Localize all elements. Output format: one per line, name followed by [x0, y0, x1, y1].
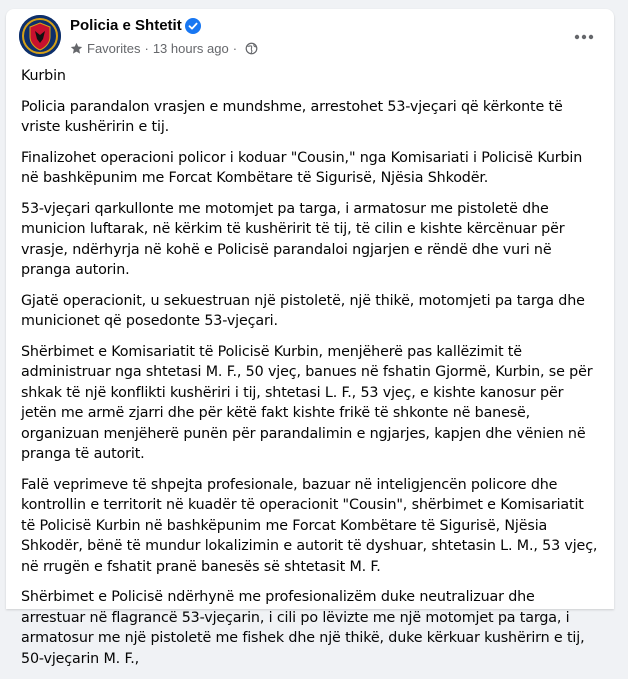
- post-paragraph: Shërbimet e Komisariatit të Policisë Kurbin, menjëherë pas kallëzimit të administruar nga shtetasi M. F., 50 vjeç, banues në fshatin Gjormë, Kurbin, se për shkak të një konflikti kushëriri i tij, shtetasi L. F., 53 vjeç, e kishte kanosur për jetën me armë zjarri dhe për këtë fakt kishte frikë të shkonte në banesë, organizuan menjëherë punën për parandalimin e ngjarjes, kapjen dhe vënien në pranga të autorit.: [21, 343, 593, 462]
- post-paragraph: Finalizohet operacioni policor i koduar "Cousin," nga Komisariati i Policisë Kurbin në bashkëpunim me Forcat Kombëtare të Sigurisë, Njësia Shkodër.: [21, 149, 583, 186]
- police-emblem-icon: [19, 15, 61, 57]
- more-options-icon: [574, 34, 594, 40]
- post-paragraph: Kurbin: [21, 68, 66, 84]
- post-timestamp[interactable]: 13 hours ago: [152, 41, 229, 56]
- post-paragraph: Policia parandalon vrasjen e mundshme, arrestohet 53-vjeçari që kërkonte të vriste kushëririn e tij.: [21, 98, 563, 135]
- page-name-link[interactable]: Policia e Shtetit: [70, 17, 182, 34]
- meta-separator-2: ·: [232, 41, 238, 56]
- globe-icon[interactable]: [245, 42, 258, 55]
- post-paragraph: Gjatë operacionit, u sekuestruan një pistoletë, një thikë, motomjeti pa targa dhe municionet që posedonte 53-vjeçari.: [21, 292, 585, 329]
- verified-badge-icon: [185, 18, 201, 34]
- post-paragraph: Falë veprimeve të shpejta profesionale, bazuar në inteligjencën policore dhe kontrollin e territorit në kuadër të operacionit "Cousin", shërbimet e Komisariatit të Policisë Kurbin në bashkëpunim me Forcat Kombëtare të Sigurisë, Njësia Shkodër, bënë të mundur lokalizimin e autorit të dyshuar, shtetasin L. M., 53 vjeç, në rrugën e fshatit pranë banesës së shtetasit M. F.: [21, 476, 598, 575]
- post-paragraph: Shërbimet e Policisë ndërhynë me profesionalizëm duke neutralizuar dhe arrestuar në flagrancë 53-vjeçarin, i cili po lëvizte me një motomjet pa targa, i armatosur me një pistoletë me fishek dhe një thikë, duke kërkuar kushërirn e tij, 50-vjeçarin M. F.,: [21, 589, 585, 667]
- post-header: [6, 9, 614, 65]
- post-paragraph: 53-vjeçari qarkullonte me motomjet pa targa, i armatosur me pistoletë dhe municion luftarak, në kërkim të kushëririt të tij, të cilin e kishte kërcënuar për vrasje, ndërhyrja në kohë e Policisë parandaloi ngjarjen e rëndë dhe vuri në pranga autorin.: [21, 200, 565, 278]
- audience-label[interactable]: Favorites: [87, 41, 141, 56]
- post-body: [21, 66, 601, 679]
- post-card: [6, 9, 614, 667]
- meta-separator: ·: [144, 41, 149, 56]
- page-avatar[interactable]: [19, 15, 61, 57]
- more-options-button[interactable]: [570, 23, 598, 51]
- star-icon: [70, 42, 83, 55]
- post-meta: [70, 41, 258, 56]
